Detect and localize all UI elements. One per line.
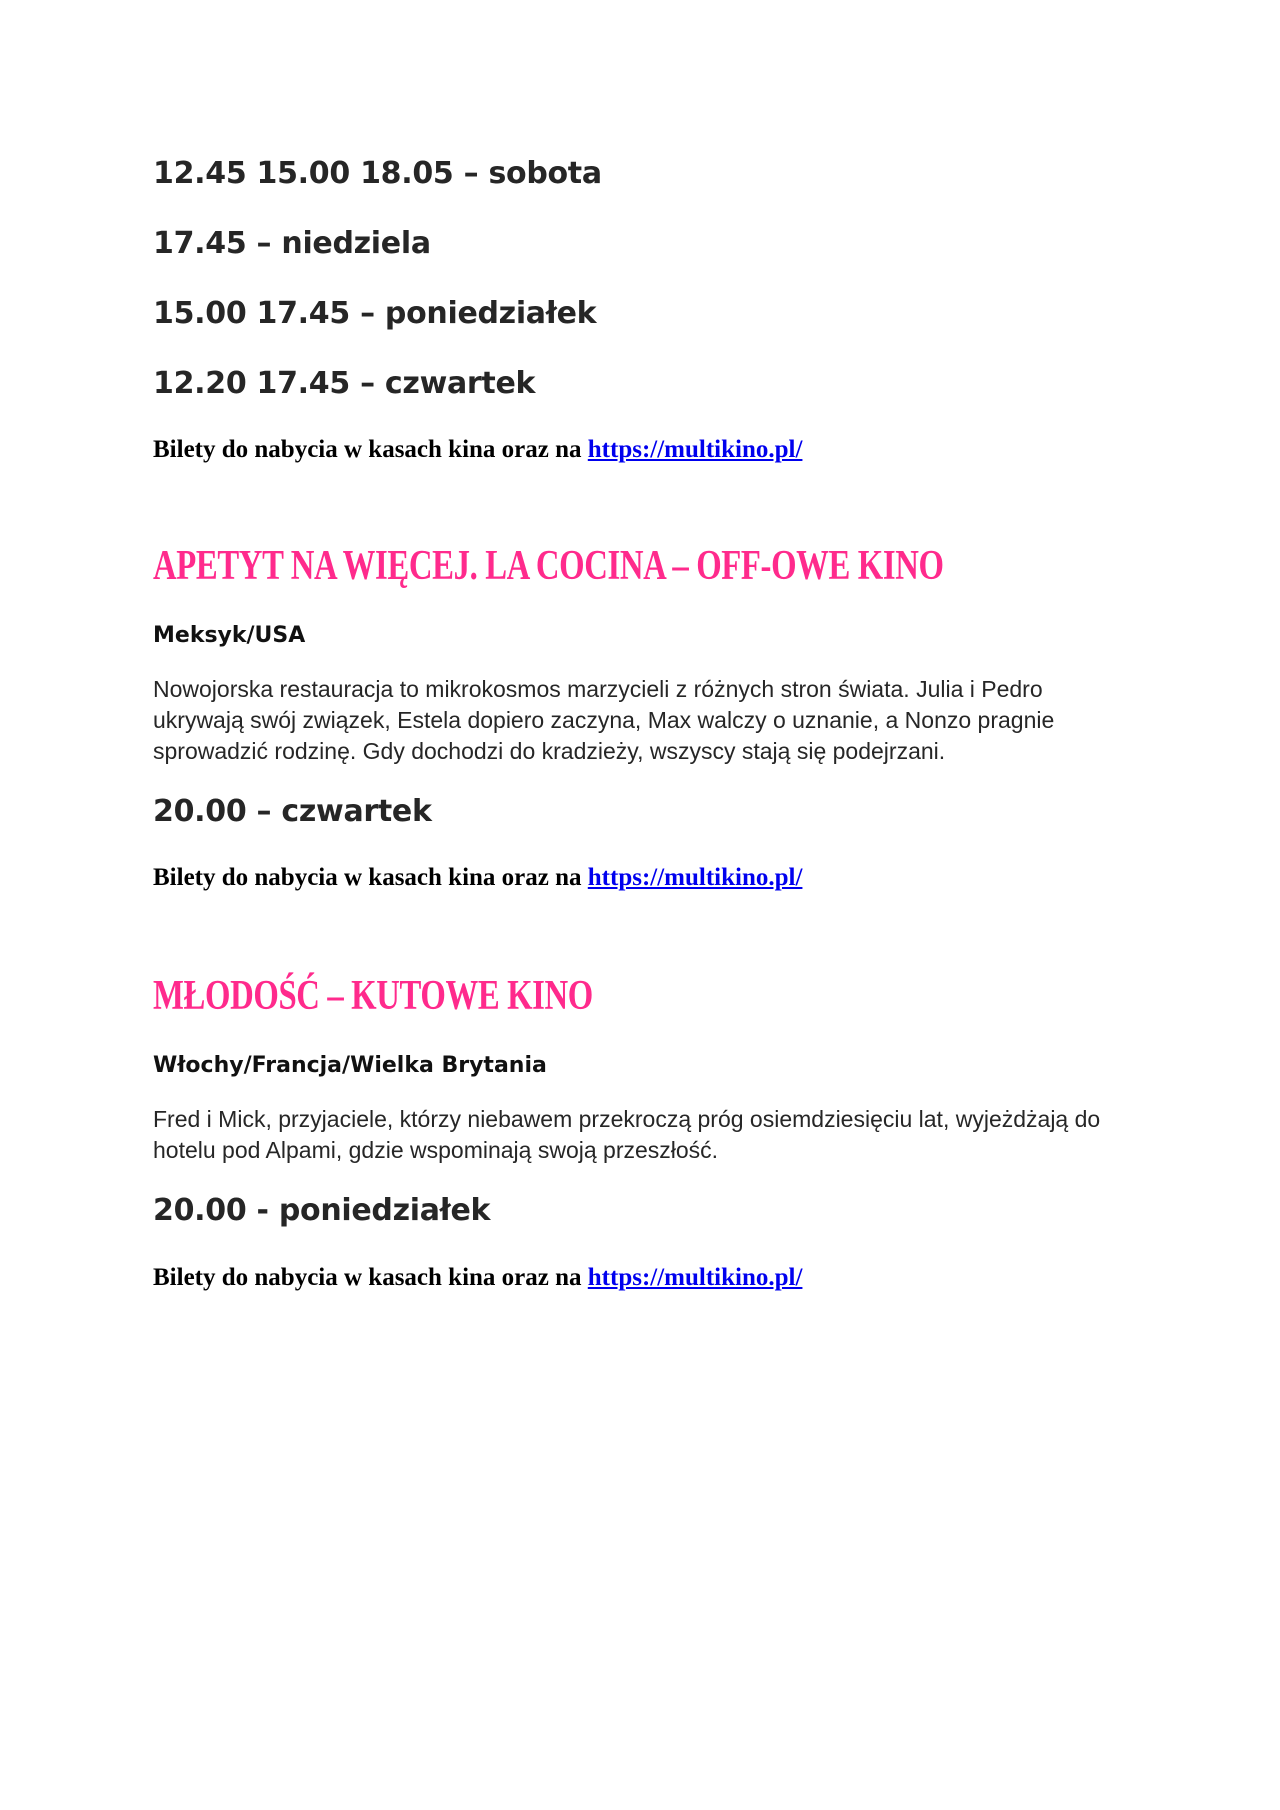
multikino-link[interactable]: https://multikino.pl/ bbox=[587, 436, 803, 463]
multikino-link[interactable]: https://multikino.pl/ bbox=[587, 864, 803, 891]
film2-title: MŁODOŚĆ – KUTOWE KINO bbox=[153, 973, 593, 1019]
showtime-saturday: 12.45 15.00 18.05 – sobota bbox=[153, 156, 602, 191]
tickets-text: Bilety do nabycia w kasach kina oraz na bbox=[153, 1264, 588, 1291]
film2-description-line: hotelu pod Alpami, gdzie wspominają swoją przeszłość. bbox=[153, 1137, 719, 1163]
tickets-info-3 bbox=[153, 1264, 802, 1292]
film1-description-line: ukrywają swój związek, Estela dopiero zaczyna, Max walczy o uznanie, a Nonzo pragnie bbox=[153, 707, 1055, 733]
film2-showtime: 20.00 - poniedziałek bbox=[153, 1193, 491, 1228]
film1-description-line: sprowadzić rodzinę. Gdy dochodzi do kradzieży, wszyscy stają się podejrzani. bbox=[153, 738, 946, 764]
film1-description-line: Nowojorska restauracja to mikrokosmos marzycieli z różnych stron świata. Julia i Pedro bbox=[153, 676, 1043, 702]
film1-showtime: 20.00 – czwartek bbox=[153, 794, 432, 829]
film2-description bbox=[153, 1104, 1153, 1166]
showtime-thursday: 12.20 17.45 – czwartek bbox=[153, 366, 536, 401]
film1-description bbox=[153, 674, 1153, 767]
film2-country: Włochy/Francja/Wielka Brytania bbox=[153, 1053, 547, 1078]
multikino-link[interactable]: https://multikino.pl/ bbox=[587, 1264, 803, 1291]
film1-country: Meksyk/USA bbox=[153, 623, 306, 648]
showtime-monday: 15.00 17.45 – poniedziałek bbox=[153, 296, 597, 331]
showtime-sunday: 17.45 – niedziela bbox=[153, 226, 431, 261]
tickets-text: Bilety do nabycia w kasach kina oraz na bbox=[153, 864, 588, 891]
tickets-text: Bilety do nabycia w kasach kina oraz na bbox=[153, 436, 588, 463]
tickets-info-1 bbox=[153, 436, 802, 464]
tickets-info-2 bbox=[153, 864, 802, 892]
film2-description-line: Fred i Mick, przyjaciele, którzy niebawem przekroczą próg osiemdziesięciu lat, wyjeżdżają do bbox=[153, 1106, 1101, 1132]
film1-title: APETYT NA WIĘCEJ. LA COCINA – OFF-OWE KINO bbox=[153, 543, 944, 589]
